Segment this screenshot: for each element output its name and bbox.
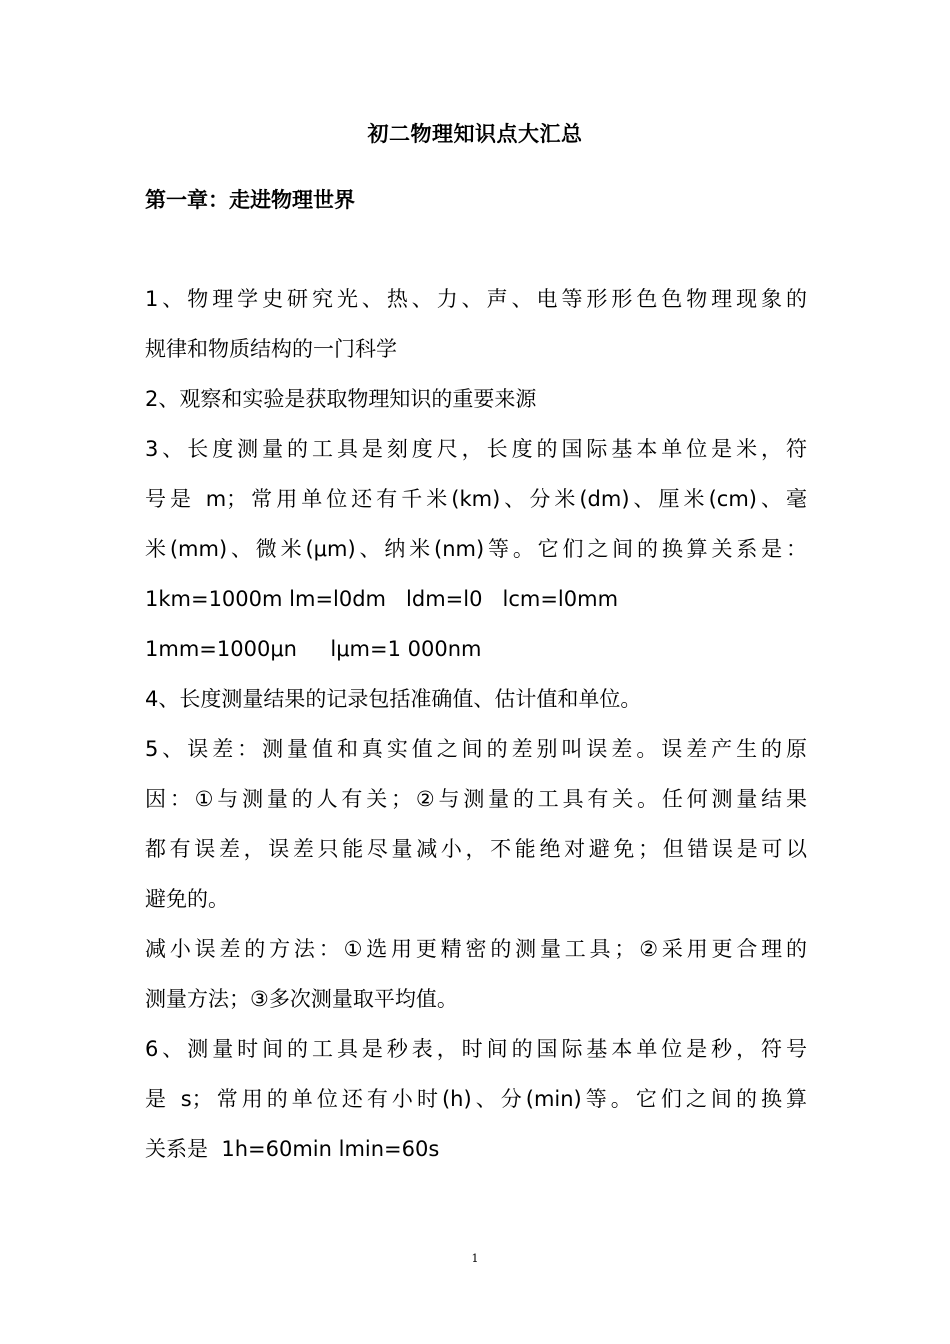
page-number: 1 — [471, 1252, 479, 1265]
text-line: 1、物理学史研究光、热、力、声、电等形形色色物理现象的 — [145, 287, 807, 311]
text-line: 减小误差的方法：①选用更精密的测量工具；②采用更合理的 — [145, 937, 807, 961]
body-text — [145, 278, 807, 1178]
text-line: 是 s；常用的单位还有小时(h)、分(min)等。它们之间的换算 — [145, 1087, 807, 1111]
text-line: 1mm=1000μn lμm=1 000nm — [145, 637, 482, 661]
text-line: 规律和物质结构的一门科学 — [145, 337, 397, 361]
text-line: 5、误差：测量值和真实值之间的差别叫误差。误差产生的原 — [145, 737, 807, 761]
text-line: 避免的。 — [145, 887, 229, 911]
text-line: 3、长度测量的工具是刻度尺，长度的国际基本单位是米，符 — [145, 437, 807, 461]
text-line: 都有误差，误差只能尽量减小，不能绝对避免；但错误是可以 — [145, 837, 807, 861]
document-title: 初二物理知识点大汇总 — [367, 122, 583, 146]
text-line: 号是 m；常用单位还有千米(km)、分米(dm)、厘米(cm)、毫 — [145, 487, 807, 511]
text-line: 关系是 1h=60min lmin=60s — [145, 1137, 440, 1161]
text-line: 2、观察和实验是获取物理知识的重要来源 — [145, 387, 537, 411]
text-line: 米(mm)、微米(μm)、纳米(nm)等。它们之间的换算关系是： — [145, 537, 807, 561]
text-line: 测量方法；③多次测量取平均值。 — [145, 987, 458, 1011]
text-line: 因：①与测量的人有关；②与测量的工具有关。任何测量结果 — [145, 787, 807, 811]
text-line: 6、测量时间的工具是秒表，时间的国际基本单位是秒，符号 — [145, 1037, 807, 1061]
text-line: 4、长度测量结果的记录包括准确值、估计值和单位。 — [145, 687, 642, 711]
text-line: 1km=1000m lm=l0dm ldm=l0 lcm=l0mm — [145, 587, 619, 611]
chapter-heading: 第一章：走进物理世界 — [145, 188, 355, 212]
